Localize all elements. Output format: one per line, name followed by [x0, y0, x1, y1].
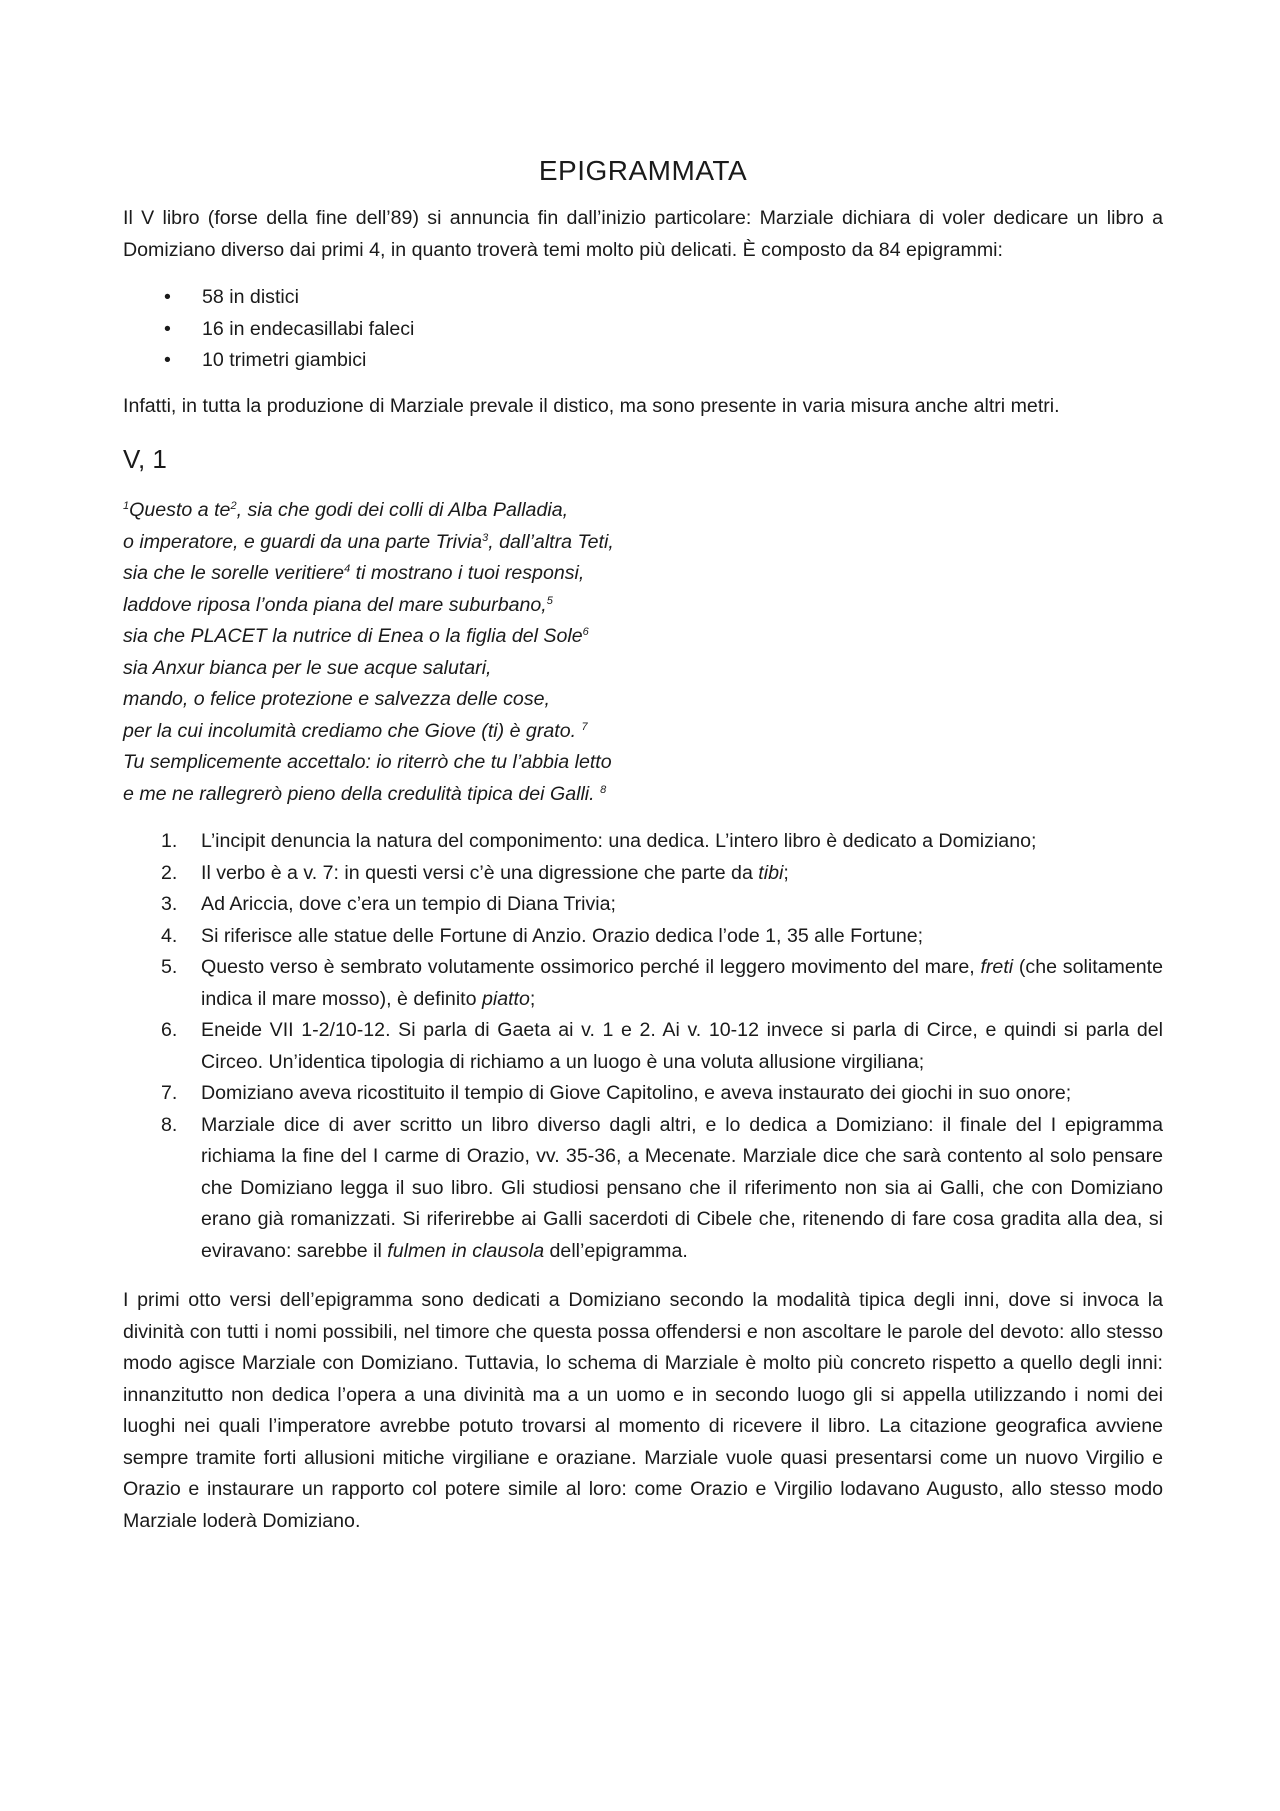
note-item: 4. Si riferisce alle statue delle Fortune di Anzio. Orazio dedica l’ode 1, 35 alle Fortune;: [161, 924, 924, 947]
list-item: • 10 trimetri giambici: [123, 345, 1163, 377]
note-item: 8. Marziale dice di aver scritto un libro diverso dagli altri, e lo dedica a Domiziano: il finale del I epigramma richiama la fine del I carme di Orazio, vv. 35-36, a Mecenate. Marziale dice che sarà contento al solo pensare che Domiziano legga il suo libro. Gli studiosi pensano che il riferimento non sia ai Galli, che con Domiziano erano già romanizzati. Si riferirebbe ai Galli sacerdoti di Cibele che, ritenendo di fare cosa gradita alla dea, si eviravano: sarebbe il fulmen in clausola dell’epigramma.: [161, 1113, 1163, 1262]
poem-line: e me ne rallegrerò pieno della credulità tipica dei Galli. $^8$: [123, 782, 607, 805]
document-title: EPIGRAMMATA: [538, 155, 748, 186]
bullet-icon: •: [164, 349, 171, 371]
note-item: 7. Domiziano aveva ricostituito il tempio di Giove Capitolino, e aveva instaurato dei giochi in suo onore;: [161, 1082, 1072, 1104]
poem-line: sia che le sorelle veritiere$^4$ ti mostrano i tuoi responsi,: [123, 562, 585, 584]
poem-line: o imperatore, e guardi da una parte Trivia$^3$, dall’altra Teti,: [123, 530, 614, 553]
poem-line: mando, o felice protezione e salvezza delle cose,: [123, 688, 550, 710]
document-page: [123, 155, 1163, 1553]
list-item: • 58 in distici: [123, 282, 1163, 314]
list-item: • 16 in endecasillabi faleci: [123, 314, 1163, 346]
closing-paragraph: I primi otto versi dell’epigramma sono dedicati a Domiziano secondo la modalità tipica degli inni, dove si invoca la divinità con tutti i nomi possibili, nel timore che questa possa offendersi e non ascoltare le parole del devoto: allo stesso modo agisce Marziale con Domiziano. Tuttavia, lo schema di Marziale è molto più concreto rispetto a quello degli inni: innanzitutto non dedica l’opera a una divinità ma a un uomo e in secondo luogo gli si appella utilizzando i nomi dei luoghi nei quali l’imperatore avrebbe potuto trovarsi al momento di ricevere il libro. La citazione geografica avviene sempre tramite forti allusioni mitiche virgiliane e oraziane. Marziale vuole quasi presentarsi come un nuovo Virgilio e Orazio e instaurare un rapporto col potere simile al loro: come Orazio e Virgilio lodavano Augusto, allo stesso modo Marziale loderà Domiziano.: [123, 1289, 1163, 1532]
notes-list: [123, 826, 1163, 1267]
poem-line: per la cui incolumità crediamo che Giove (ti) è grato. $^7$: [123, 719, 588, 742]
note-item: 1. L’incipit denuncia la natura del componimento: una dedica. L’intero libro è dedicato a Domiziano;: [161, 830, 1037, 852]
note-item: 5. Questo verso è sembrato volutamente ossimorico perché il leggero movimento del mare, freti (che solitamente indica il mare mosso), è definito piatto;: [161, 956, 1164, 1010]
bullet-icon: •: [164, 317, 171, 340]
intro-paragraph: Il V libro (forse della fine dell’89) si annuncia fin dall’inizio particolare: Marziale dichiara di voler dedicare un libro a Domiziano diverso dai primi 4, in quanto troverà temi molto più delicati. È composto da 84 epigrammi:: [123, 207, 1163, 261]
poem-line: sia Anxur bianca per le sue acque salutari,: [123, 656, 492, 679]
meter-list: [123, 282, 1163, 377]
poem-line: Tu semplicemente accettalo: io riterrò che tu l’abbia letto: [123, 751, 612, 773]
section-heading: V, 1: [123, 444, 167, 474]
poem-line: laddove riposa l’onda piana del mare suburbano,$^5$: [123, 593, 553, 616]
meter-paragraph: Infatti, in tutta la produzione di Marziale prevale il distico, ma sono presente in varia misura anche altri metri.: [123, 394, 1060, 417]
poem-translation: [123, 495, 1163, 810]
bullet-icon: •: [164, 286, 171, 308]
poem-line: sia che PLACET la nutrice di Enea o la figlia del Sole$^6$: [123, 625, 589, 647]
note-item: 2. Il verbo è a v. 7: in questi versi c’è una digressione che parte da tibi;: [161, 861, 789, 884]
note-item: 3. Ad Ariccia, dove c’era un tempio di Diana Trivia;: [161, 893, 616, 915]
poem-line: $^1$Questo a $te^2$, sia che godi dei colli di Alba Palladia,: [123, 499, 569, 521]
note-item: 6. Eneide VII 1-2/10-12. Si parla di Gaeta ai v. 1 e 2. Ai v. 10-12 invece si parla di Circe, e quindi si parla del Circeo. Un’identica tipologia di richiamo a un luogo è una voluta allusione virgiliana;: [161, 1019, 1163, 1073]
